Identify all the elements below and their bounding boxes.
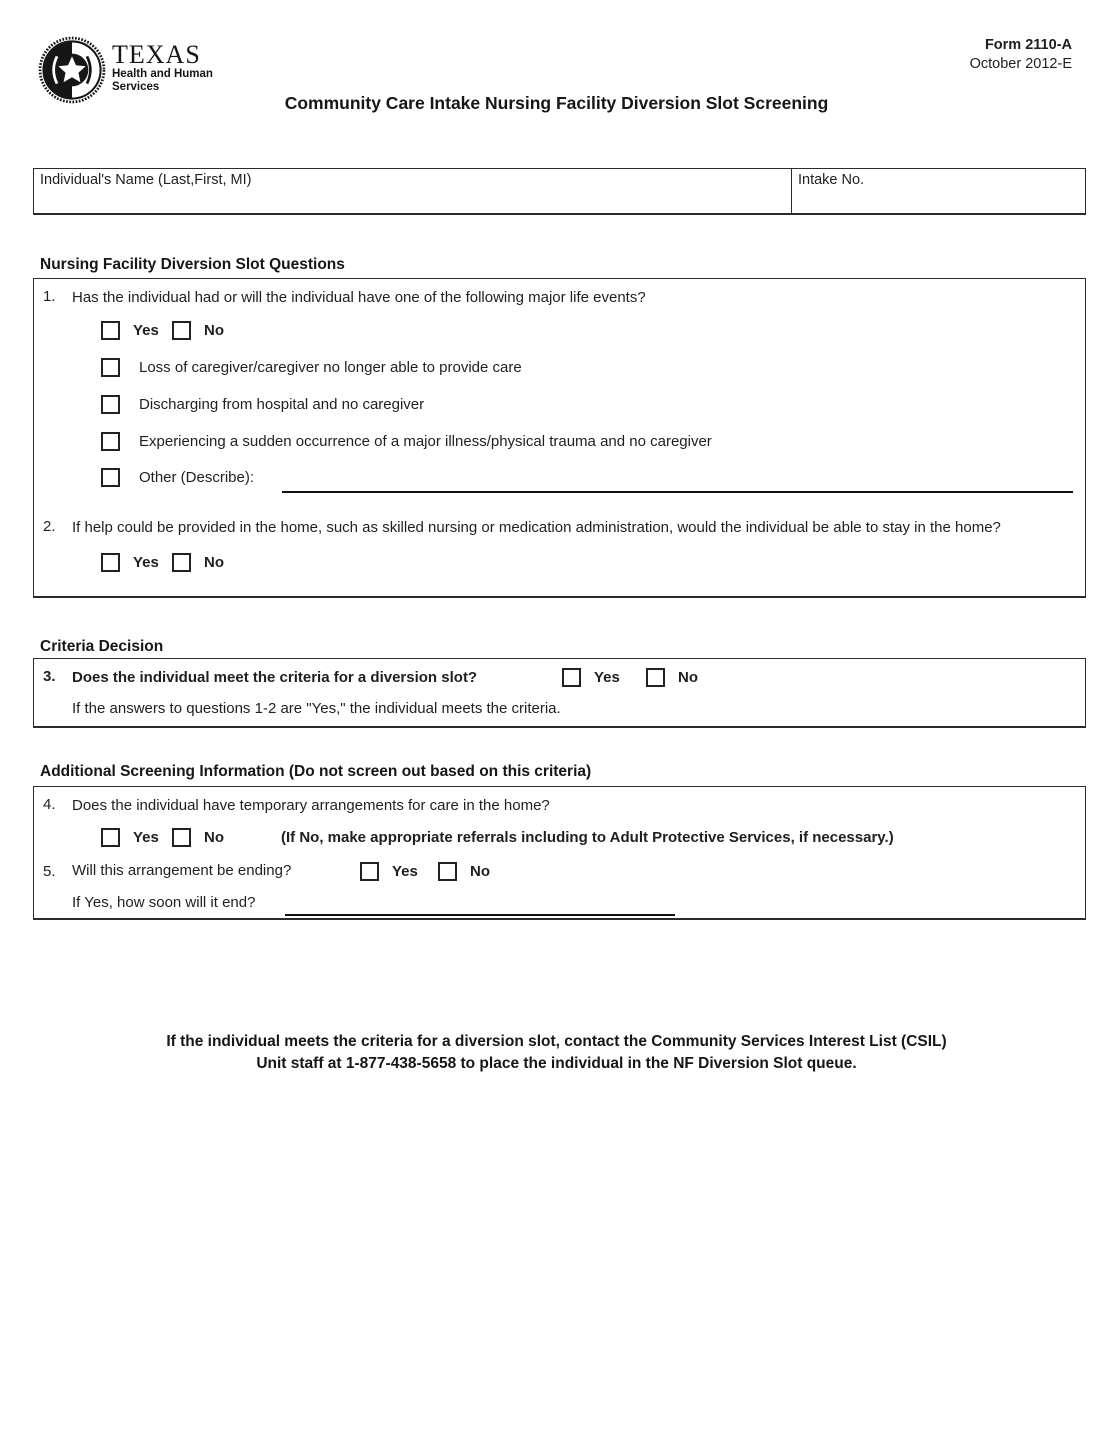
q1-option-label: Discharging from hospital and no caregiver <box>139 396 425 413</box>
intake-no-field[interactable] <box>792 169 1085 213</box>
q4-yes-checkbox[interactable] <box>101 828 120 847</box>
q3-no-label: No <box>678 669 698 686</box>
q1-yes-label: Yes <box>133 322 159 339</box>
individuals-name-label: Individual's Name (Last,First, MI) <box>40 172 252 188</box>
question-4-number: 4. <box>43 796 56 813</box>
q3-no-checkbox[interactable] <box>646 668 665 687</box>
q1-option-label: Loss of caregiver/caregiver no longer able to provide care <box>139 359 522 376</box>
question-4-note: (If No, make appropriate referrals including to Adult Protective Services, if necessary.) <box>281 829 894 846</box>
q4-no-label: No <box>204 829 224 846</box>
question-5-followup <box>72 894 1075 916</box>
question-3 <box>43 668 1075 688</box>
q2-no-label: No <box>204 554 224 571</box>
logo-sub-line1: Health and Human <box>112 68 213 80</box>
q2-yes-checkbox[interactable] <box>101 553 120 572</box>
question-3-text: Does the individual meet the criteria for a diversion slot? <box>72 669 478 686</box>
question-5-followup-label: If Yes, how soon will it end? <box>72 894 256 911</box>
questions-box <box>33 278 1086 598</box>
criteria-box <box>33 658 1086 728</box>
question-3-number: 3. <box>43 668 56 685</box>
intake-no-label: Intake No. <box>798 172 865 188</box>
q1-option-other-checkbox[interactable] <box>101 468 120 487</box>
additional-box <box>33 786 1086 920</box>
q1-option-row <box>101 358 1075 377</box>
q2-yes-label: Yes <box>133 554 159 571</box>
identity-table <box>33 168 1086 215</box>
question-4 <box>43 796 1075 816</box>
question-3-note: If the answers to questions 1-2 are "Yes," the individual meets the criteria. <box>72 700 561 717</box>
logo-brand: TEXAS <box>112 40 201 69</box>
q4-no-checkbox[interactable] <box>172 828 191 847</box>
q5-how-soon-input-line[interactable] <box>285 894 675 916</box>
q1-yes-checkbox[interactable] <box>101 321 120 340</box>
q1-option-sudden-illness-checkbox[interactable] <box>101 432 120 451</box>
q1-no-label: No <box>204 322 224 339</box>
q5-no-label: No <box>470 862 490 880</box>
question-5 <box>43 861 1075 881</box>
question-1 <box>43 288 1075 308</box>
agency-logo-text <box>112 42 213 94</box>
question-2-answer-row <box>101 553 1075 572</box>
q1-option-row <box>101 395 1075 414</box>
page-title: Community Care Intake Nursing Facility Diversion Slot Screening <box>284 93 829 113</box>
q1-option-row <box>101 432 1075 451</box>
question-2-number: 2. <box>43 518 56 535</box>
q1-other-describe-input-line[interactable] <box>282 468 1073 493</box>
q1-option-row-other <box>101 468 1075 493</box>
question-1-text: Has the individual had or will the individual have one of the following major life events? <box>72 289 646 306</box>
footer-line1: If the individual meets the criteria for a diversion slot, contact the Community Services Interest List (CSIL) <box>166 1033 947 1050</box>
q3-yes-checkbox[interactable] <box>562 668 581 687</box>
q1-option-label: Experiencing a sudden occurrence of a major illness/physical trauma and no caregiver <box>139 433 712 450</box>
section-header-criteria: Criteria Decision <box>40 638 164 655</box>
question-5-number: 5. <box>43 862 56 880</box>
footer-line2: Unit staff at 1-877-438-5658 to place the individual in the NF Diversion Slot queue. <box>256 1055 857 1072</box>
footer-instructions <box>0 1031 1113 1075</box>
question-5-text: Will this arrangement be ending? <box>72 862 292 879</box>
question-4-answer-row <box>101 828 1075 847</box>
individuals-name-field[interactable] <box>34 169 792 213</box>
question-4-text: Does the individual have temporary arrangements for care in the home? <box>72 797 550 814</box>
form-id-block <box>970 36 1072 74</box>
q5-no-checkbox[interactable] <box>438 862 457 881</box>
form-number: Form 2110-A <box>984 37 1072 53</box>
q1-option-discharging-hospital-checkbox[interactable] <box>101 395 120 414</box>
section-header-additional: Additional Screening Information (Do not screen out based on this criteria) <box>40 763 592 780</box>
question-2-text: If help could be provided in the home, such as skilled nursing or medication administration, would the individual be able to stay in the home? <box>72 519 1001 536</box>
q4-yes-label: Yes <box>133 829 159 846</box>
q3-yes-label: Yes <box>594 669 620 686</box>
question-1-number: 1. <box>43 288 56 305</box>
q1-option-other-label: Other (Describe): <box>139 469 255 486</box>
q1-option-loss-of-caregiver-checkbox[interactable] <box>101 358 120 377</box>
section-header-questions: Nursing Facility Diversion Slot Questions <box>40 256 345 273</box>
q5-yes-checkbox[interactable] <box>360 862 379 881</box>
q2-no-checkbox[interactable] <box>172 553 191 572</box>
question-2 <box>43 518 1075 538</box>
question-1-answer-row <box>101 321 1075 340</box>
q5-yes-label: Yes <box>392 862 418 880</box>
logo-sub-line2: Services <box>112 81 160 93</box>
q1-no-checkbox[interactable] <box>172 321 191 340</box>
form-date: October 2012-E <box>969 56 1072 72</box>
